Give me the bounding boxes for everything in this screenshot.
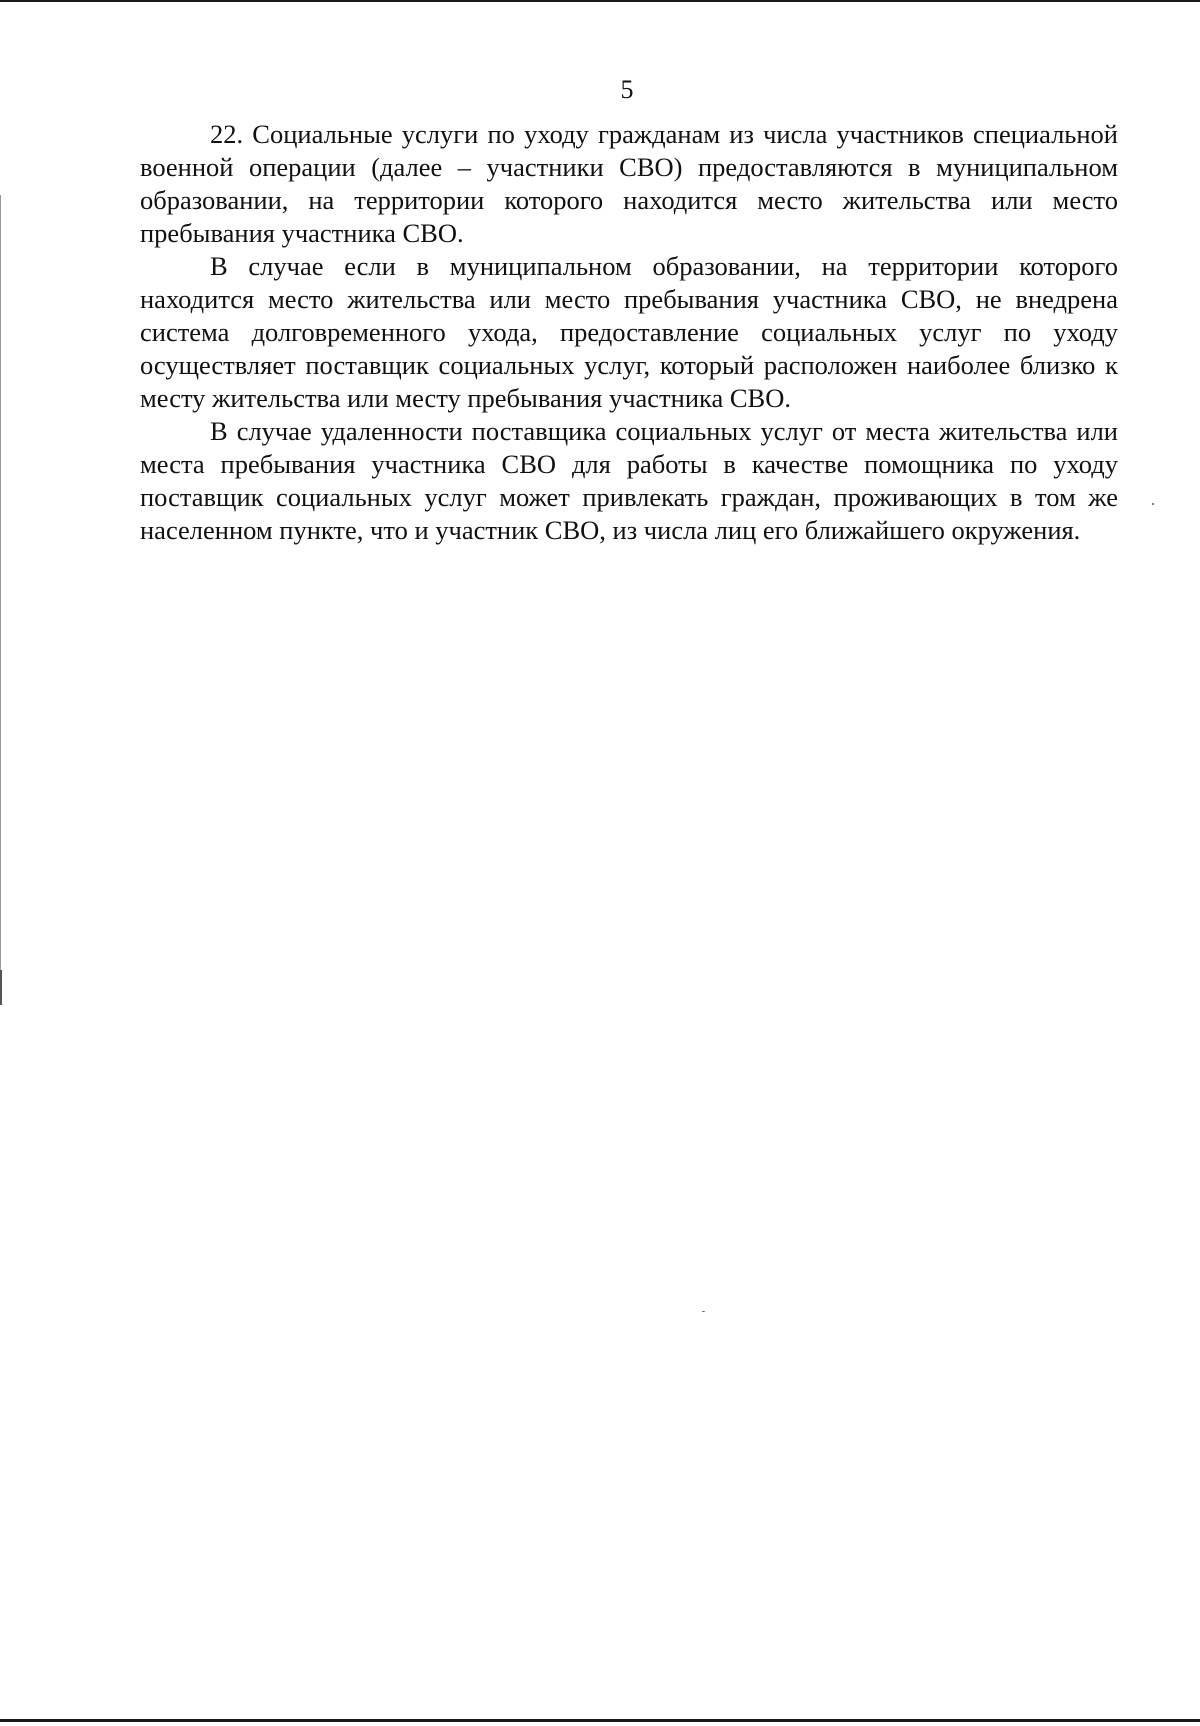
document-body xyxy=(140,118,1118,547)
paragraph-22: 22. Социальные услуги по уходу гражданам из числа участников специальной военной операции (далее – участники СВО) предоставляются в муниципальном образовании, на территории которого находится место жительства или место пребывания участника СВО. xyxy=(140,119,1118,248)
page-number: 5 xyxy=(620,75,634,104)
left-scan-edge-shadow xyxy=(0,195,1,1005)
paragraph-no-ltc-system: В случае если в муниципальном образовании, на территории которого находится место жительства или место пребывания участника СВО, не внедрена система долговременного ухода, предоставление социальных услуг по уходу осуществляет поставщик социальных услуг, который расположен наиболее близко к месту жительства или месту пребывания участника СВО. xyxy=(140,251,1118,413)
scan-speck xyxy=(1152,503,1154,505)
scan-speck xyxy=(702,1311,705,1312)
paragraph-remote-provider: В случае удаленности поставщика социальных услуг от места жительства или места пребывания участника СВО для работы в качестве помощника по уходу поставщик социальных услуг может привлекать граждан, проживающих в том же населенном пункте, что и участник СВО, из числа лиц его ближайшего окружения. xyxy=(140,416,1118,545)
bottom-scan-edge-line xyxy=(0,1719,1200,1722)
left-scan-edge-mark xyxy=(0,970,2,1005)
top-scan-edge-line xyxy=(0,0,1200,2)
